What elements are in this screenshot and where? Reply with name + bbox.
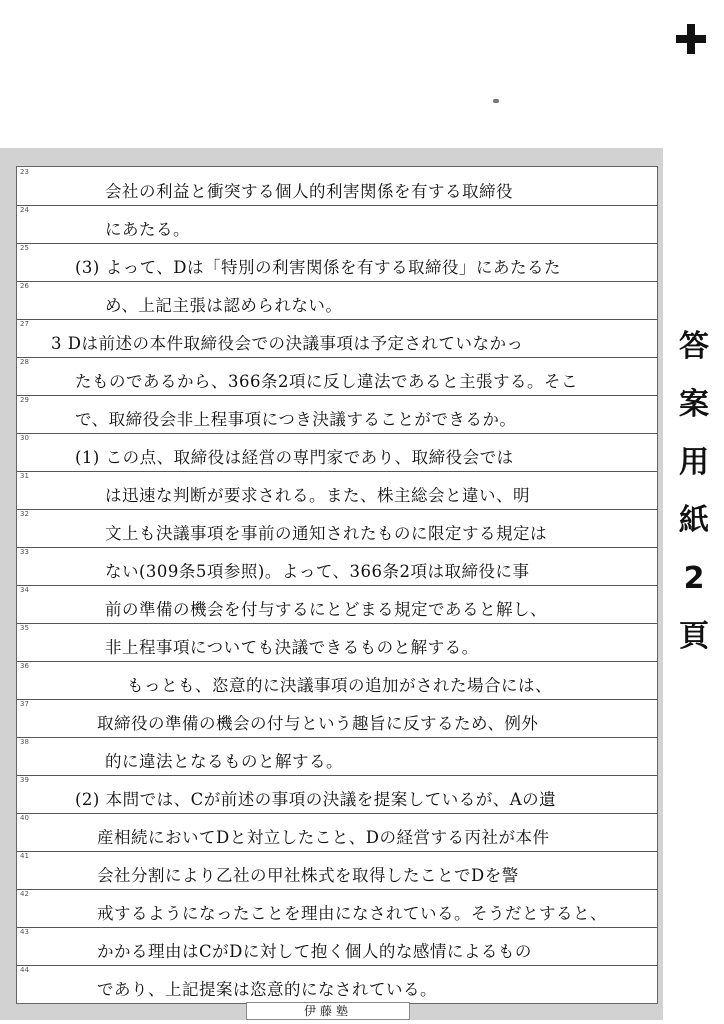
answer-line [17, 509, 657, 548]
handwritten-line-text: 非上程事項についても決議できるものと解する。 [105, 638, 479, 657]
answer-line [17, 395, 657, 434]
title-character: 頁 [679, 619, 709, 654]
answer-line [17, 927, 657, 966]
handwritten-line-text: め、上記主張は認められない。 [105, 296, 343, 315]
registration-plus-mark [676, 24, 706, 54]
publisher-footer: 伊藤塾 [246, 1002, 410, 1020]
handwritten-line-text: 3 Dは前述の本件取締役会での決議事項は予定されていなかっ [51, 334, 524, 353]
answer-line [17, 167, 657, 206]
ink-speck [493, 99, 499, 103]
handwritten-line-text: であり、上記提案は恣意的になされている。 [97, 980, 437, 999]
line-number: 32 [20, 510, 29, 518]
handwritten-line-text: (2) 本問では、Cが前述の事項の決議を提案しているが、Aの遺 [75, 790, 557, 809]
handwritten-line-text: (1) この点、取締役は経営の専門家であり、取締役会では [75, 448, 514, 467]
line-number: 24 [20, 206, 29, 214]
line-number: 27 [20, 320, 29, 328]
handwritten-line-text: 文上も決議事項を事前の通知されたものに限定する規定は [105, 524, 547, 543]
answer-line [17, 851, 657, 890]
line-number: 25 [20, 244, 29, 252]
line-number: 42 [20, 890, 29, 898]
answer-line [17, 547, 657, 586]
line-number: 36 [20, 662, 29, 670]
title-character: 答 [679, 329, 709, 364]
answer-line [17, 205, 657, 244]
handwritten-line-text: 的に違法となるものと解する。 [105, 752, 343, 771]
title-character: 用 [679, 445, 709, 480]
line-number: 37 [20, 700, 29, 708]
line-number: 34 [20, 586, 29, 594]
title-character: 紙 [679, 503, 709, 538]
handwritten-line-text: で、取締役会非上程事項につき決議することができるか。 [75, 410, 517, 429]
handwritten-line-text: 戒するようになったことを理由になされている。そうだとすると、 [97, 904, 607, 923]
answer-line [17, 775, 657, 814]
answer-line [17, 243, 657, 282]
title-character: 案 [679, 387, 709, 422]
title-character: 2 [683, 561, 705, 596]
answer-line [17, 965, 657, 1003]
handwritten-line-text: 前の準備の機会を付与するにとどまる規定であると解し、 [105, 600, 547, 619]
handwritten-line-text: ない(309条5項参照)。よって、366条2項は取締役に事 [105, 562, 530, 581]
handwritten-line-text: にあたる。 [105, 220, 190, 239]
answer-line [17, 585, 657, 624]
answer-sheet [0, 148, 663, 1020]
answer-line [17, 433, 657, 472]
handwritten-line-text: は迅速な判断が要求される。また、株主総会と違い、明 [105, 486, 530, 505]
handwritten-line-text: 会社分割により乙社の甲社株式を取得したことでDを警 [97, 866, 519, 885]
handwritten-line-text: 取締役の準備の機会の付与という趣旨に反するため、例外 [97, 714, 539, 733]
answer-line [17, 813, 657, 852]
line-number: 41 [20, 852, 29, 860]
answer-line [17, 281, 657, 320]
handwritten-line-text: たものであるから、366条2項に反し違法であると主張する。そこ [75, 372, 578, 391]
line-number: 29 [20, 396, 29, 404]
handwritten-line-text: (3) よって、Dは「特別の利害関係を有する取締役」にあたるた [75, 258, 562, 277]
line-number: 39 [20, 776, 29, 784]
answer-line [17, 737, 657, 776]
line-number: 28 [20, 358, 29, 366]
line-number: 31 [20, 472, 29, 480]
answer-line [17, 623, 657, 662]
answer-line [17, 319, 657, 358]
line-number: 44 [20, 966, 29, 974]
line-number: 35 [20, 624, 29, 632]
line-number: 40 [20, 814, 29, 822]
line-number: 23 [20, 168, 29, 176]
handwritten-line-text: 産相続においてDと対立したこと、Dの経営する丙社が本件 [97, 828, 550, 847]
handwritten-line-text: 会社の利益と衝突する個人的利害関係を有する取締役 [105, 182, 513, 201]
handwritten-line-text: もっとも、恣意的に決議事項の追加がされた場合には、 [127, 676, 552, 695]
line-number: 26 [20, 282, 29, 290]
answer-line [17, 471, 657, 510]
handwritten-line-text: かかる理由はCがDに対して抱く個人的な感情によるもの [97, 942, 532, 961]
answer-sheet-title [674, 318, 714, 666]
answer-line [17, 661, 657, 700]
answer-line [17, 889, 657, 928]
line-number: 38 [20, 738, 29, 746]
lined-writing-area [16, 166, 658, 1004]
answer-line [17, 357, 657, 396]
line-number: 43 [20, 928, 29, 936]
line-number: 33 [20, 548, 29, 556]
line-number: 30 [20, 434, 29, 442]
answer-line [17, 699, 657, 738]
